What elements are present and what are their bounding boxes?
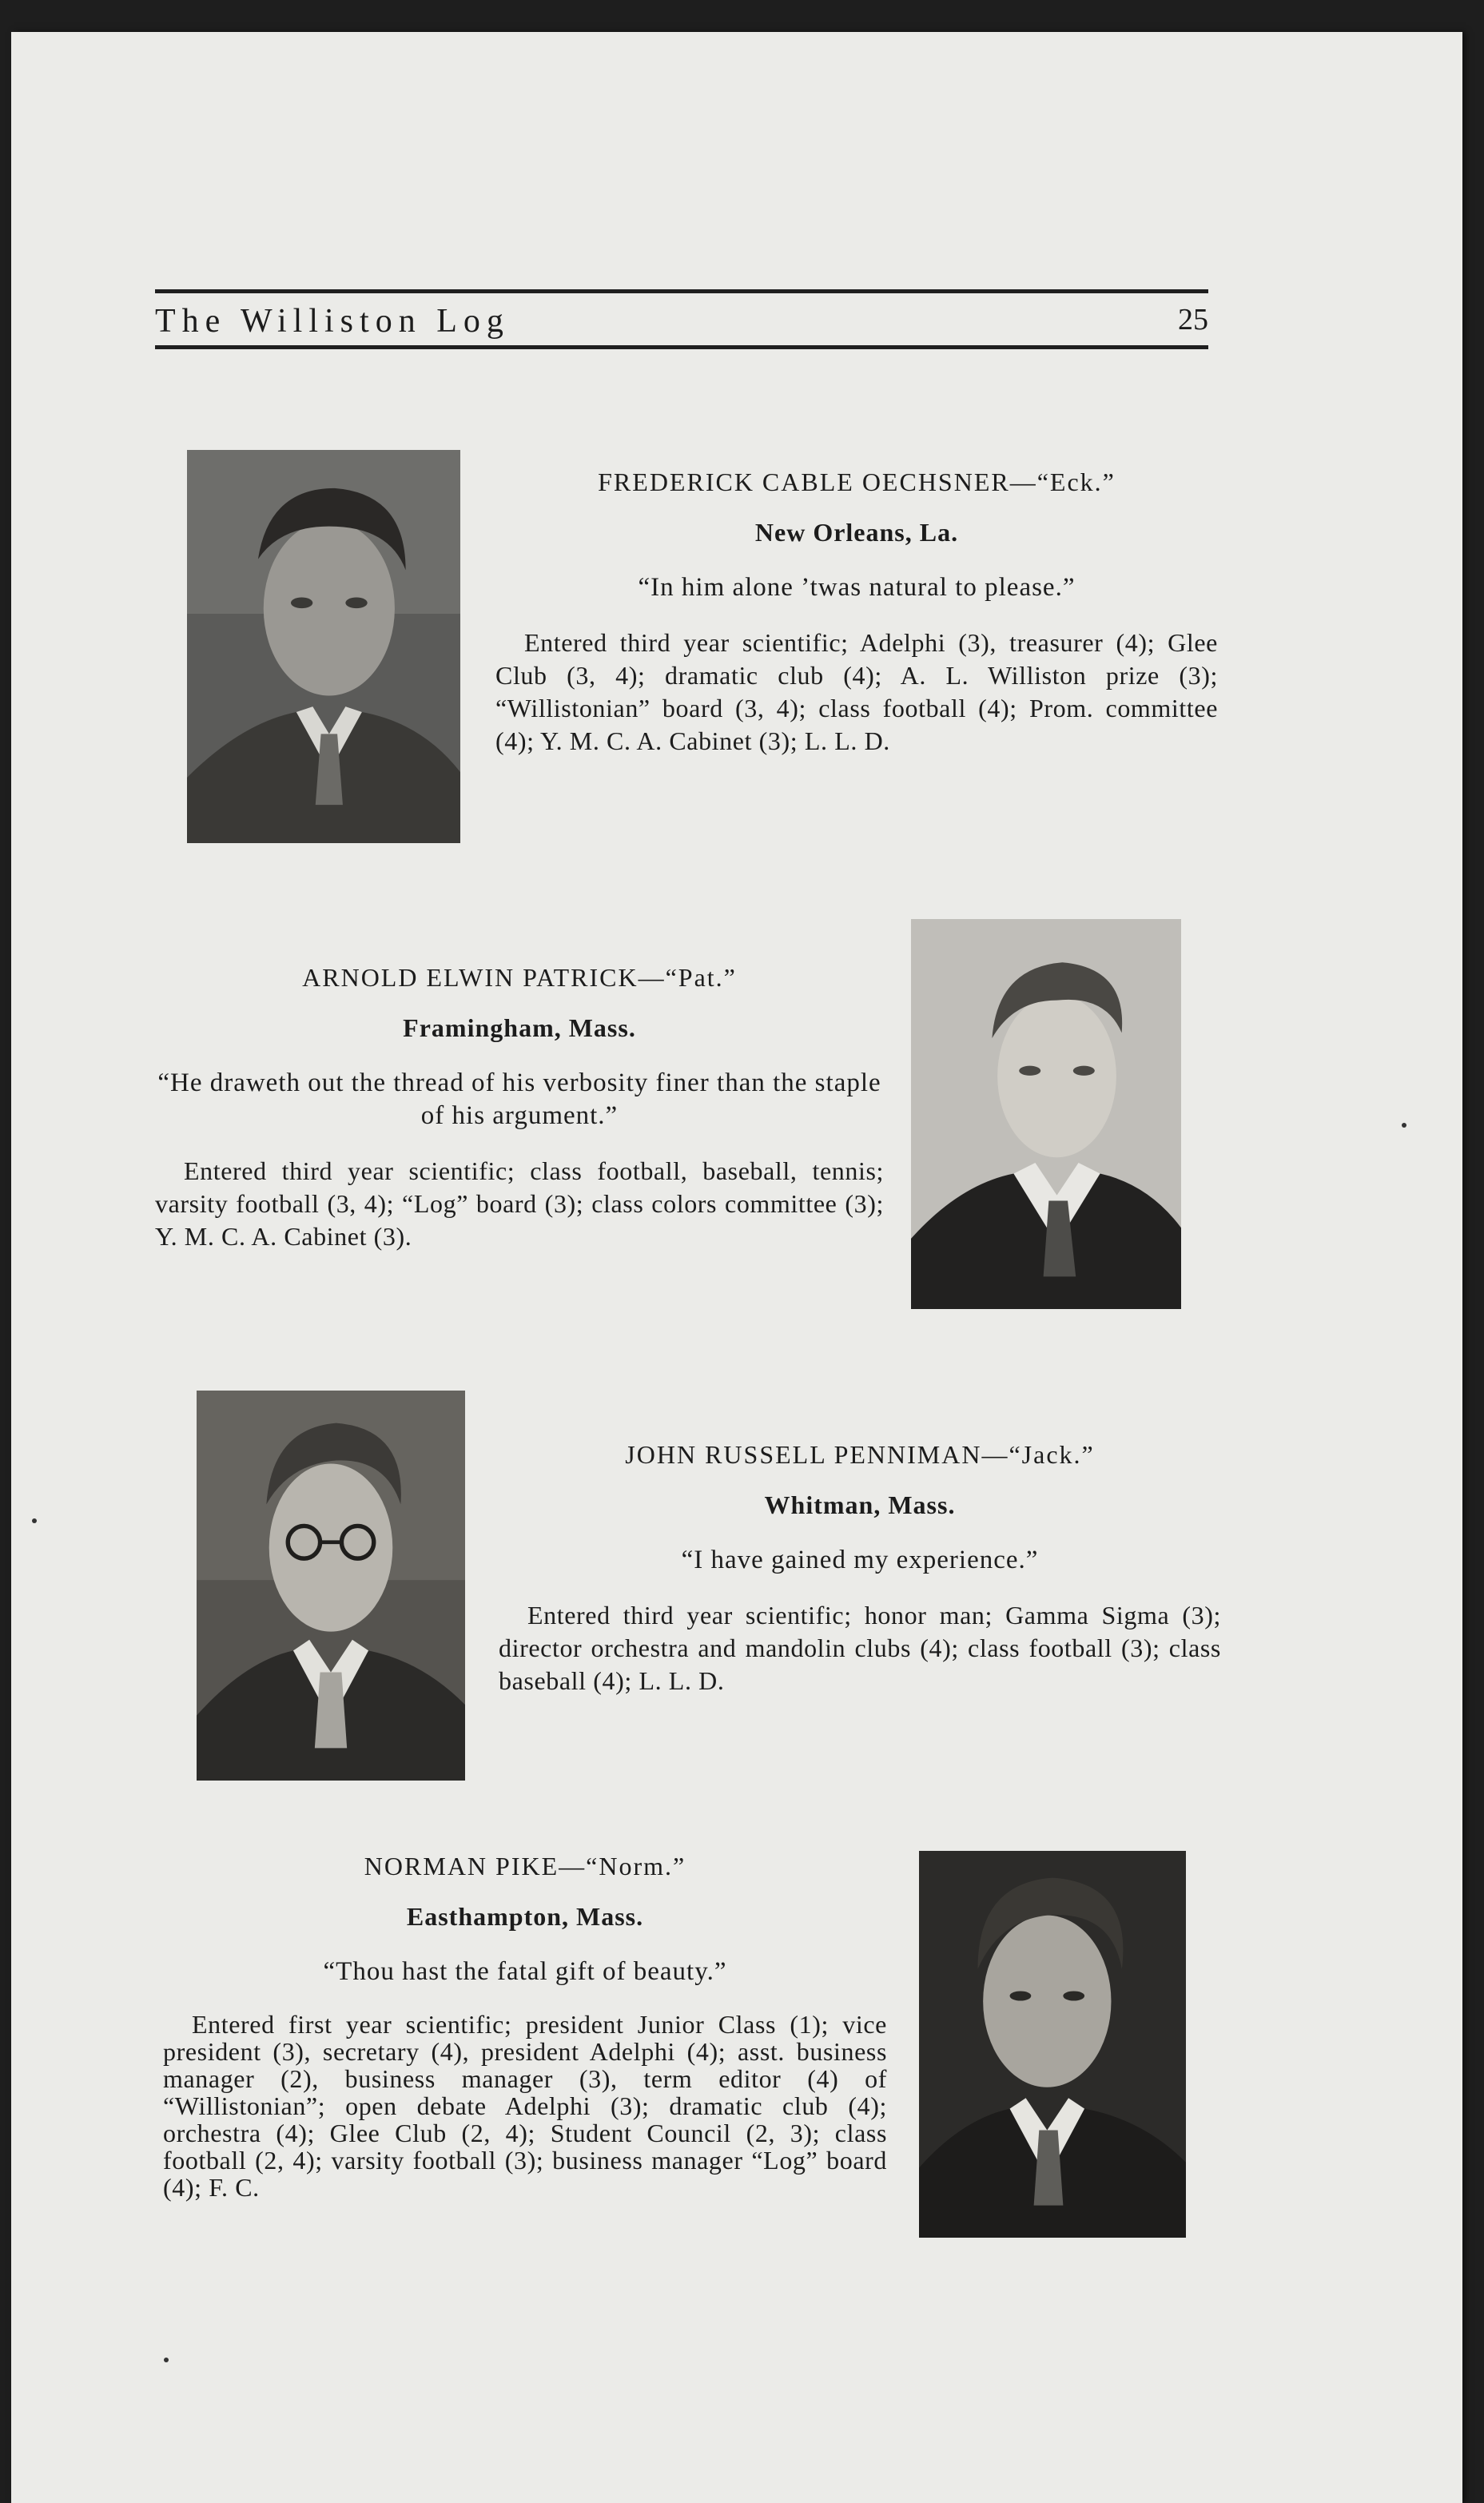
print-speck — [1402, 1123, 1406, 1128]
entry-record: Entered third year scientific; honor man; Gamma Sigma (3); director orchestra and mandolin clubs (4); class football (3); class baseball (4); L. L. D. — [499, 1601, 1221, 1695]
portrait-photo-pike — [919, 1851, 1186, 2238]
entry-patrick — [155, 961, 884, 1253]
portrait-photo-oechsner — [187, 450, 460, 843]
print-speck — [32, 1518, 37, 1523]
entry-pike — [163, 1850, 887, 2201]
print-speck — [164, 2358, 169, 2362]
entry-quote: “In him alone ’twas natural to please.” — [638, 573, 1076, 602]
entry-oechsner — [495, 466, 1218, 758]
entry-quote: “Thou hast the fatal gift of beauty.” — [323, 1957, 727, 1986]
entry-name: NORMAN PIKE—“Norm.” — [364, 1852, 686, 1880]
header-rule-bottom — [155, 345, 1208, 349]
entry-penniman — [499, 1439, 1221, 1697]
entry-hometown: Framingham, Mass. — [403, 1013, 636, 1042]
entry-quote: “He draweth out the thread of his verbosity finer than the staple of his argument.” — [157, 1068, 881, 1130]
header-rule-top — [155, 289, 1208, 293]
portrait-photo-patrick — [911, 919, 1181, 1309]
running-title: The Williston Log — [155, 303, 510, 340]
entry-record: Entered first year scientific; president Junior Class (1); vice president (3), secretary (4), president Adelphi (4); asst. business manager (2), business manager (3), term editor (4) of “Willistonian”; open debate Adelphi (3); dramatic club (4); orchestra (4); Glee Club (2, 4); Student Council (2, 3); class football (2, 4); varsity football (3); business manager “Log” board (4); F. C. — [163, 2010, 887, 2202]
portrait-photo-penniman — [197, 1391, 465, 1781]
page-number: 25 — [1178, 303, 1208, 336]
entry-record: Entered third year scientific; Adelphi (3), treasurer (4); Glee Club (3, 4); dramatic club (4); A. L. Williston prize (3); “Willistonian” board (3, 4); class football (4); Prom. committee (4); Y. M. C. A. Cabinet (3); L. L. D. — [495, 628, 1218, 755]
entry-record: Entered third year scientific; class football, baseball, tennis; varsity football (3, 4); “Log” board (3); class colors committee (3); Y. M. C. A. Cabinet (3). — [155, 1156, 884, 1251]
entry-name: ARNOLD ELWIN PATRICK—“Pat.” — [302, 963, 737, 992]
running-header — [155, 289, 1208, 353]
entry-quote: “I have gained my experience.” — [681, 1546, 1039, 1574]
entry-name: FREDERICK CABLE OECHSNER—“Eck.” — [598, 468, 1116, 496]
entry-hometown: Easthampton, Mass. — [406, 1902, 644, 1931]
entry-name: JOHN RUSSELL PENNIMAN—“Jack.” — [625, 1440, 1095, 1469]
entry-hometown: Whitman, Mass. — [764, 1490, 956, 1519]
entry-hometown: New Orleans, La. — [754, 518, 959, 547]
